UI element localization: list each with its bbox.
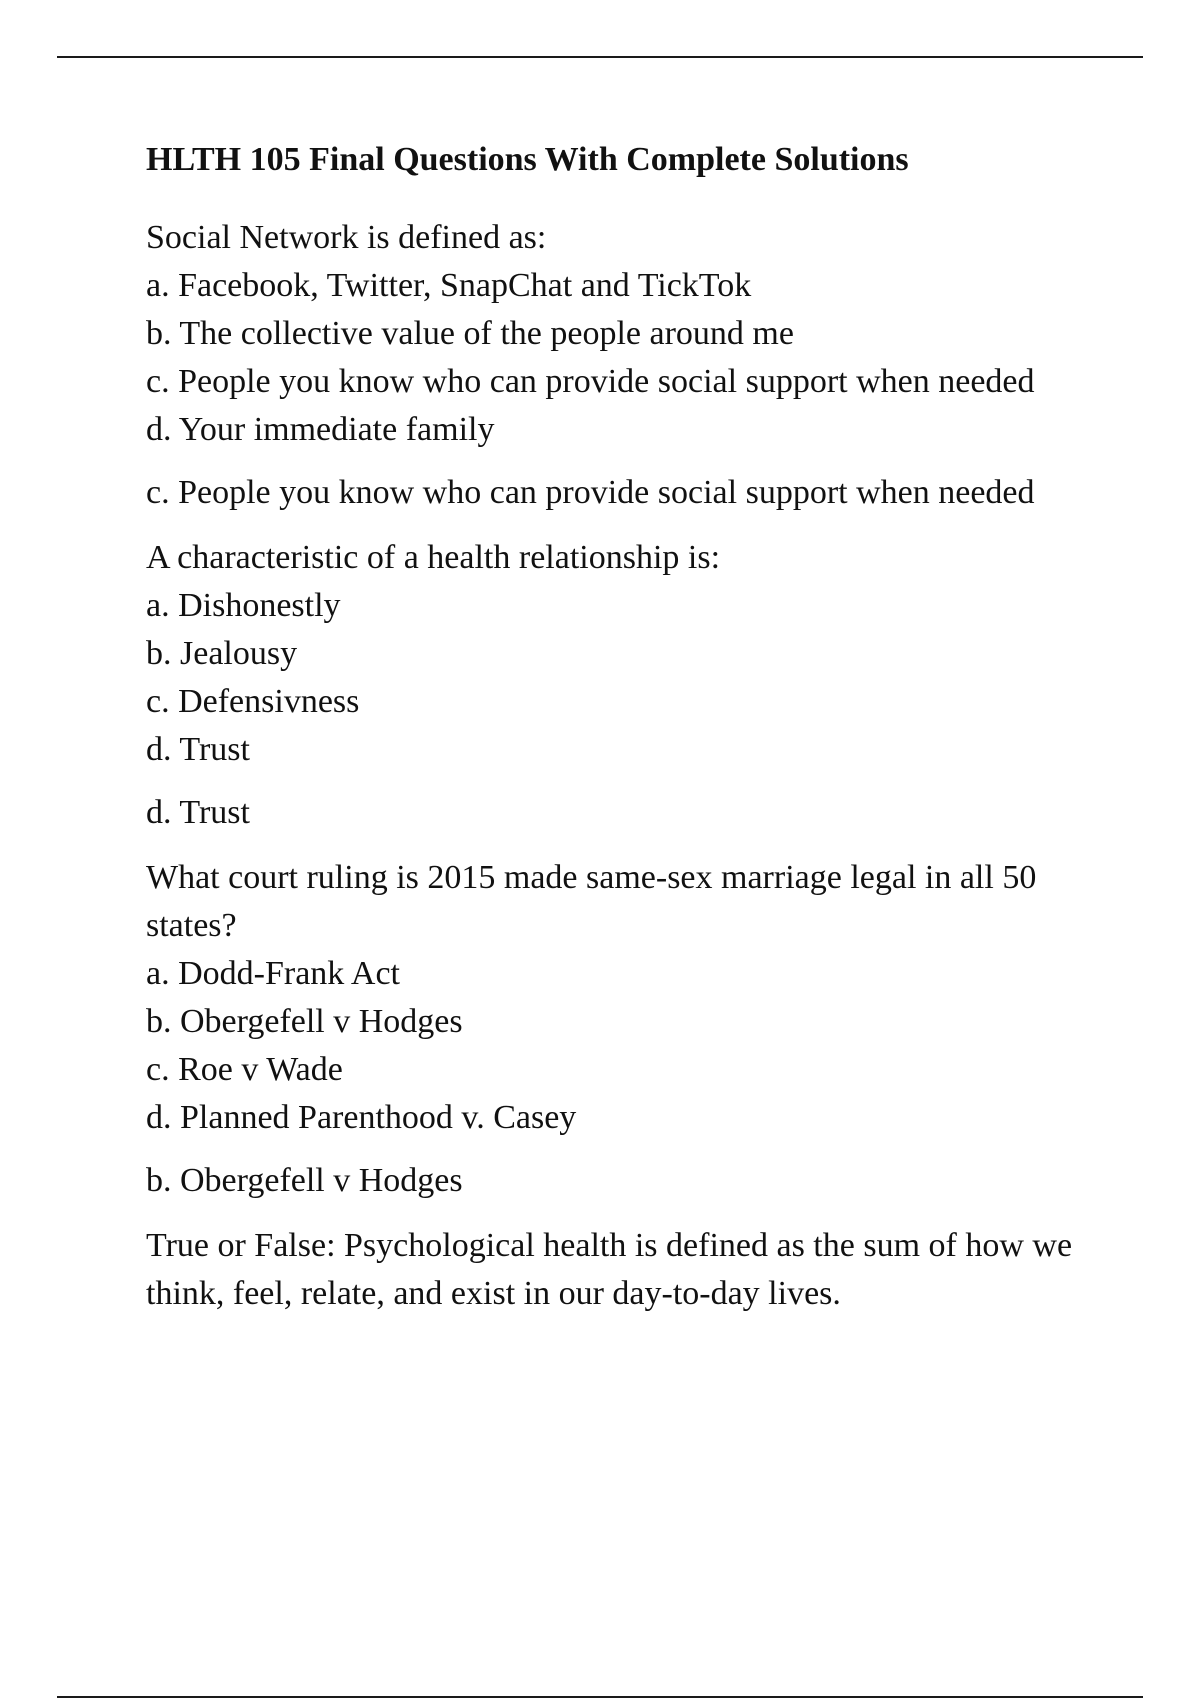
question-prompt: A characteristic of a health relationship is: bbox=[146, 539, 721, 576]
answer-option: a. Dishonestly bbox=[146, 587, 341, 624]
answer-option: d. Trust bbox=[146, 731, 250, 768]
answer-option: c. Defensivness bbox=[146, 683, 360, 720]
question-prompt: What court ruling is 2015 made same-sex marriage legal in all 50 states? bbox=[146, 859, 1037, 944]
question-block bbox=[146, 1222, 1106, 1318]
question-block bbox=[146, 214, 1106, 454]
answer-option: c. People you know who can provide social support when needed bbox=[146, 363, 1035, 400]
answer-option: d. Planned Parenthood v. Casey bbox=[146, 1099, 577, 1136]
answer-option: a. Facebook, Twitter, SnapChat and TickTok bbox=[146, 267, 752, 304]
answer-option: b. Jealousy bbox=[146, 635, 298, 672]
question-block bbox=[146, 534, 1106, 774]
question-block bbox=[146, 854, 1106, 1142]
document-title: HLTH 105 Final Questions With Complete Solutions bbox=[146, 141, 909, 178]
correct-answer: b. Obergefell v Hodges bbox=[146, 1162, 463, 1199]
answer-option: c. Roe v Wade bbox=[146, 1051, 343, 1088]
answer-option: b. Obergefell v Hodges bbox=[146, 1003, 463, 1040]
answer-option: a. Dodd-Frank Act bbox=[146, 955, 401, 992]
correct-answer: d. Trust bbox=[146, 794, 250, 831]
answer-option: b. The collective value of the people around me bbox=[146, 315, 794, 352]
correct-answer: c. People you know who can provide social support when needed bbox=[146, 474, 1035, 511]
bottom-rule bbox=[57, 1696, 1143, 1698]
question-prompt: True or False: Psychological health is defined as the sum of how we think, feel, relate, and exist in our day-to-day lives. bbox=[146, 1227, 1073, 1312]
question-prompt: Social Network is defined as: bbox=[146, 219, 547, 256]
document-body bbox=[146, 140, 1106, 1318]
answer-option: d. Your immediate family bbox=[146, 411, 495, 448]
top-rule bbox=[57, 56, 1143, 58]
